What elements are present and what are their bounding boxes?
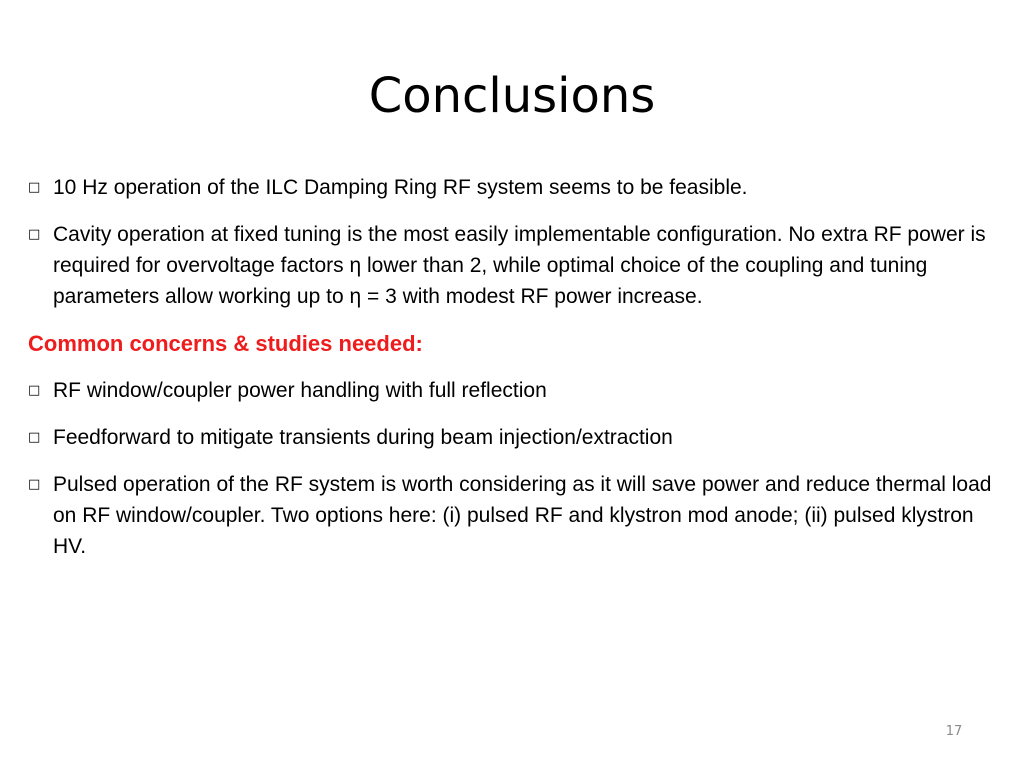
bullet-marker-icon: □ bbox=[28, 477, 41, 492]
slide-content bbox=[28, 172, 1008, 578]
bullet-marker-icon: □ bbox=[28, 430, 41, 445]
bullet-item bbox=[28, 219, 1008, 312]
bullet-text: 10 Hz operation of the ILC Damping Ring RF system seems to be feasible. bbox=[53, 176, 748, 199]
bullet-item bbox=[28, 172, 1008, 203]
bullet-item bbox=[28, 422, 1008, 453]
bullet-marker-icon: □ bbox=[28, 180, 41, 195]
bullet-item bbox=[28, 469, 1008, 562]
bullet-marker-icon: □ bbox=[28, 227, 41, 242]
section-heading: Common concerns & studies needed: bbox=[28, 331, 423, 356]
bullet-text: Pulsed operation of the RF system is worth considering as it will save power and reduce thermal load on RF window/coupler. Two options here: (i) pulsed RF and klystron mod anode; (ii) pulsed klystron HV. bbox=[53, 473, 992, 558]
bullet-text: Cavity operation at fixed tuning is the most easily implementable configuration. No extra RF power is required for overvoltage factors η lower than 2, while optimal choice of the coupling and tuning parameters allow working up to η = 3 with modest RF power increase. bbox=[53, 223, 986, 308]
page-number: 17 bbox=[945, 724, 963, 739]
bullet-text: RF window/coupler power handling with full reflection bbox=[53, 379, 547, 402]
slide-title: Conclusions bbox=[368, 68, 656, 124]
bullet-text: Feedforward to mitigate transients during beam injection/extraction bbox=[53, 426, 673, 449]
bullet-item bbox=[28, 375, 1008, 406]
bullet-marker-icon: □ bbox=[28, 383, 41, 398]
